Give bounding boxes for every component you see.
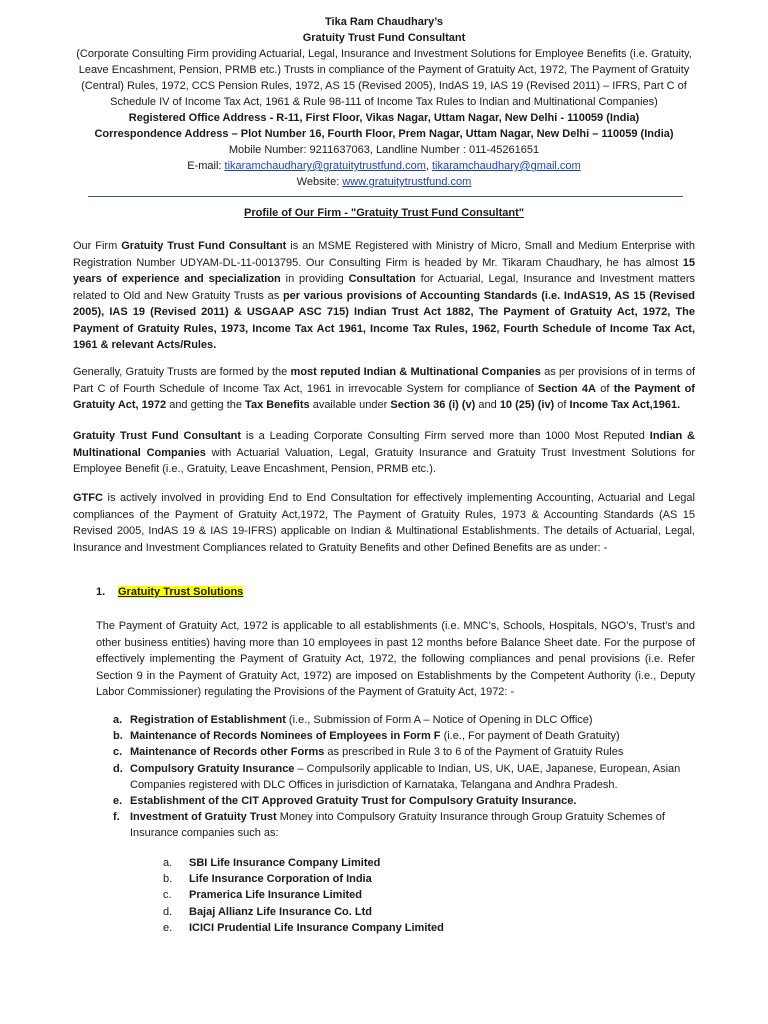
companies-bold: most reputed Indian & Multinational Companies — [290, 366, 541, 378]
email-link-primary[interactable]: tikaramchaudhary@gratuitytrustfund.com — [224, 160, 426, 172]
firm-name-bold: Gratuity Trust Fund Consultant — [121, 240, 287, 252]
text-run: of — [595, 382, 614, 395]
section-heading — [96, 586, 243, 598]
item-bold-text: Compulsory Gratuity Insurance — [130, 762, 295, 775]
insurer-name: Bajaj Allianz Life Insurance Co. Ltd — [189, 905, 372, 918]
item-marker: c. — [113, 746, 123, 759]
phone-numbers: Mobile Number: 9211637063, Landline Number : 011-45261651 — [228, 144, 540, 156]
item-bold-text: Establishment of the CIT Approved Gratuity Trust for Compulsory Gratuity Insurance. — [130, 795, 577, 808]
compliance-item — [113, 793, 695, 809]
item-bold-text: Registration of Establishment — [130, 714, 286, 726]
insurer-name: SBI Life Insurance Company Limited — [189, 857, 381, 869]
insurer-list — [163, 855, 444, 936]
email-line — [60, 158, 708, 174]
profile-title: Profile of Our Firm - "Gratuity Trust Fund Consultant" — [244, 207, 524, 219]
text-run: of — [554, 399, 570, 411]
website-link[interactable]: www.gratuitytrustfund.com — [342, 176, 472, 188]
firm-description: (Corporate Consulting Firm providing Actuarial, Legal, Insurance and Investment Solutions for Employee Benefits (i.e. Gratuity, Leave Encashment, Pension, PRMB etc.) Trusts in compliance of the Payment of Gratuity Act, 1972, The Payment of Gratuity (Central) Rules, 1972, CCS Pension Rules, 1972, AS 15 (Revised 2005), IndAS 19, IAS 19 (Revised 2011) – IFRS, Part C of Schedule IV of Income Tax Act, 1961 & Rule 98-111 of Income Tax Rules to Indian and Multinational Companies) — [76, 48, 692, 108]
email-label: E-mail: — [187, 160, 225, 172]
letterhead — [60, 14, 708, 190]
text-run: is an MSME Registered with Ministry of Micro, Small and Medium Enterprise with Registration Number UDYAM-DL-11-0013795. Our Consulting Firm is headed by Mr. Tikaram Chaudhary, he has almost — [73, 240, 695, 269]
correspondence-address: Correspondence Address – Plot Number 16, Fourth Floor, Prem Nagar, Uttam Nagar, New Delhi – 110059 (India) — [94, 128, 674, 140]
email-link-secondary[interactable]: tikaramchaudhary@gmail.com — [431, 160, 581, 172]
text-run: is a Leading Corporate Consulting Firm served more than 1000 Most Reputed — [241, 430, 650, 442]
intro-paragraph — [73, 238, 695, 354]
gratuity-act-bold: the Payment of Gratuity Act, 1972 — [73, 382, 695, 411]
insurer-name: Pramerica Life Insurance Limited — [189, 889, 363, 902]
insurer-item — [163, 887, 444, 903]
section-intro-paragraph: The Payment of Gratuity Act, 1972 is applicable to all establishments (i.e. MNC’s, Schools, Hospitals, NGO’s, Trust’s and other business entities) having more than 10 employees in past 12 months before Balance Sheet date. For the purpose of effectively implementing the Payment of Gratuity Act, 1972, the following compliances and penal provisions (i.e. Refer Section 9 in the Payment of Gratuity Act, 1972) are imposed on Establishments by the Competent Authority (i.e., Deputy Labor Commissioner) regulating the Provisions of the Payment of Gratuity Act, 1972: - — [96, 620, 695, 698]
item-marker: f. — [113, 811, 120, 824]
header-divider — [88, 196, 683, 197]
insurer-name: ICICI Prudential Life Insurance Company Limited — [189, 921, 444, 934]
experience-bold: 15 years of experience and specialization — [73, 256, 695, 285]
standards-bold: per various provisions of Accounting Standards (i.e. IndAS19, AS 15 (Revised 2005), IAS 19 (Revised 2011) & USGAAP ASC 715) Indian Trust Act 1882, The Payment of Gratuity Act, 1972, The Payment of Gratuity Rules, 1973, Income Tax Act 1961, Income Tax Rules, 1962, Fourth Schedule of Income Tax Act, 1961 & relevant Acts/Rules. — [73, 289, 696, 351]
section-number: 1. — [96, 586, 106, 598]
gratuity-trusts-paragraph — [73, 364, 695, 414]
registered-office-address: Registered Office Address - R-11, First Floor, Vikas Nagar, Uttam Nagar, New Delhi - 110059 (India) — [128, 112, 640, 124]
insurer-marker: a. — [163, 857, 173, 869]
text-run: as per provisions of in terms of Part C of Fourth Schedule of Income Tax Act, 1961 in irrevocable System for compliance of — [73, 366, 696, 395]
item-text: as prescribed in Rule 3 to 6 of the Payment of Gratuity Rules — [324, 746, 624, 759]
compliance-item — [113, 809, 695, 841]
text-run: and getting the — [166, 399, 246, 411]
item-bold-text: Investment of Gratuity Trust — [130, 811, 277, 824]
income-tax-act-bold: Income Tax Act,1961. — [569, 399, 681, 411]
consultation-bold: Consultation — [348, 273, 416, 285]
insurer-name: Life Insurance Corporation of India — [189, 873, 372, 886]
item-marker: d. — [113, 762, 123, 775]
insurer-item — [163, 871, 444, 887]
leading-firm-paragraph — [73, 428, 695, 478]
text-run: Our Firm — [73, 240, 122, 252]
section-10-bold: 10 (25) (iv) — [499, 399, 555, 411]
email-separator: , — [425, 160, 432, 172]
firm-name-bold: Gratuity Trust Fund Consultant — [73, 430, 241, 442]
firm-owner-name: Tika Ram Chaudhary’s — [325, 16, 443, 28]
compliance-item — [113, 744, 695, 760]
item-text: – Compulsorily applicable to Indian, US, UK, UAE, Japanese, European, Asian Companies registered with DLC Offices in jurisdiction of Karnataka, Telangana and Andhra Pradesh. — [130, 762, 681, 791]
section-4a-bold: Section 4A — [537, 382, 596, 395]
section-title: Gratuity Trust Solutions — [118, 586, 244, 598]
compliance-item — [113, 761, 695, 793]
text-run: is actively involved in providing End to End Consultation for effectively implementing Accounting, Actuarial and Legal compliances of the Payment of Gratuity Act,1972, The Payment of Gratuity Rules, 1973 & Accounting Standards (AS 15 Revised 2005, IndAS 19 & IAS 19-IFRS) applicable on Indian & Multinational Establishments. The details of Actuarial, Legal, Insurance and Investment Compliances related to Gratuity Benefits and other Defined Benefits are as under: - — [73, 492, 695, 554]
item-marker: e. — [113, 795, 123, 808]
item-marker: a. — [113, 714, 123, 726]
insurer-marker: c. — [163, 889, 172, 902]
insurer-marker: e. — [163, 921, 173, 934]
companies-bold: Indian & Multinational Companies — [73, 430, 695, 459]
text-run: with Actuarial Valuation, Legal, Gratuity Insurance and Gratuity Trust Investment Solutions for Employee Benefit (i.e., Gratuity, Leave Encashment, Pension, PRMB etc.). — [73, 446, 695, 475]
insurer-marker: d. — [163, 905, 173, 918]
insurer-item — [163, 904, 444, 920]
item-text: (i.e., Submission of Form A – Notice of Opening in DLC Office) — [285, 714, 593, 726]
insurer-item — [163, 855, 444, 871]
item-bold-text: Maintenance of Records other Forms — [130, 746, 325, 759]
text-run: Generally, Gratuity Trusts are formed by the — [73, 366, 291, 378]
insurer-marker: b. — [163, 873, 173, 886]
compliance-list — [113, 712, 695, 842]
firm-title: Gratuity Trust Fund Consultant — [302, 32, 466, 44]
gtfc-bold: GTFC — [73, 492, 103, 504]
section-36-bold: Section 36 (i) (v) — [390, 399, 476, 411]
item-marker: b. — [113, 730, 123, 743]
text-run: in providing — [280, 273, 349, 285]
text-run: available under — [309, 399, 391, 411]
compliance-item — [113, 712, 695, 728]
website-label: Website: — [296, 176, 343, 188]
text-run: for Actuarial, Legal, Insurance and Investment matters related to Old and New Gratuity Trusts as — [73, 273, 696, 302]
website-line — [60, 174, 708, 190]
item-text: Money into Compulsory Gratuity Insurance through Group Gratuity Schemes of Insurance companies such as: — [130, 811, 665, 840]
compliance-item — [113, 728, 695, 744]
text-run: and — [475, 399, 500, 411]
item-bold-text: Maintenance of Records Nominees of Employees in Form F — [130, 730, 441, 743]
item-text: (i.e., For payment of Death Gratuity) — [440, 730, 620, 743]
gtfc-paragraph — [73, 490, 695, 556]
insurer-item — [163, 920, 444, 936]
tax-benefits-bold: Tax Benefits — [245, 399, 310, 411]
